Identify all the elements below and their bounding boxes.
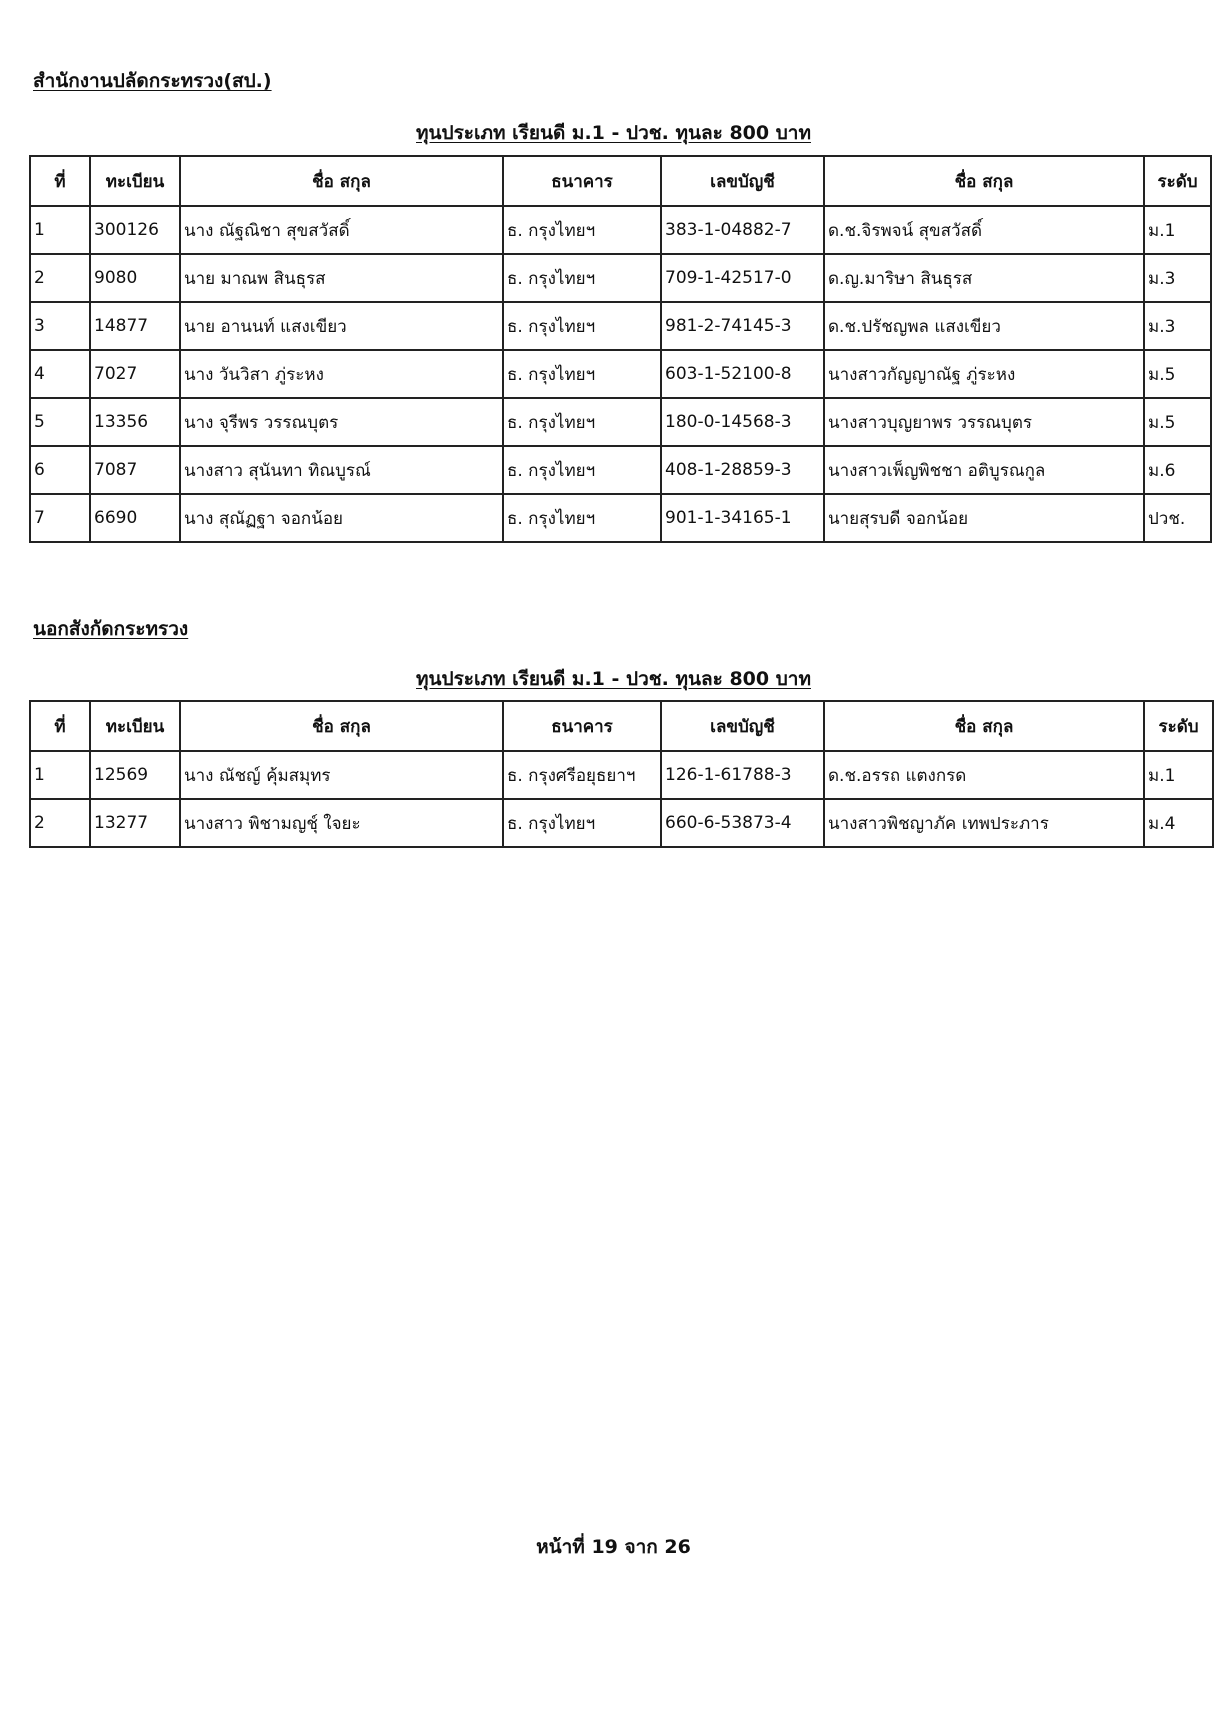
table-row <box>30 206 1211 254</box>
grant-table <box>29 700 1214 848</box>
cell-account-number: 408-1-28859-3 <box>661 446 824 494</box>
cell-registration: 12569 <box>90 751 180 799</box>
table-row <box>30 302 1211 350</box>
table-row <box>30 398 1211 446</box>
column-header-no: ที่ <box>30 701 90 751</box>
cell-applicant-name: นางสาว สุนันทา ทิณบูรณ์ <box>180 446 503 494</box>
cell-applicant-name: นาย อานนท์ แสงเขียว <box>180 302 503 350</box>
cell-applicant-name: นาง จุรีพร วรรณบุตร <box>180 398 503 446</box>
cell-bank: ธ. กรุงไทยฯ <box>503 494 661 542</box>
table-row <box>30 751 1213 799</box>
grant-table <box>29 155 1212 543</box>
cell-bank: ธ. กรุงไทยฯ <box>503 254 661 302</box>
cell-account-number: 660-6-53873-4 <box>661 799 824 847</box>
table-row <box>30 254 1211 302</box>
cell-no: 6 <box>30 446 90 494</box>
cell-level: ม.3 <box>1144 302 1211 350</box>
column-header-level: ระดับ <box>1144 156 1211 206</box>
column-header-level: ระดับ <box>1144 701 1213 751</box>
cell-no: 5 <box>30 398 90 446</box>
section-heading: สำนักงานปลัดกระทรวง(สป.) <box>33 70 272 92</box>
cell-account-number: 180-0-14568-3 <box>661 398 824 446</box>
cell-account-number: 383-1-04882-7 <box>661 206 824 254</box>
cell-account-number: 901-1-34165-1 <box>661 494 824 542</box>
cell-no: 3 <box>30 302 90 350</box>
cell-bank: ธ. กรุงไทยฯ <box>503 398 661 446</box>
column-header-account-number: เลขบัญชี <box>661 701 824 751</box>
column-header-bank: ธนาคาร <box>503 701 661 751</box>
cell-student-name: ด.ช.อรรถ แตงกรด <box>824 751 1144 799</box>
table-row <box>30 350 1211 398</box>
cell-no: 7 <box>30 494 90 542</box>
page-number: หน้าที่ 19 จาก 26 <box>536 1536 691 1558</box>
table-title: ทุนประเภท เรียนดี ม.1 - ปวช. ทุนละ 800 บาท <box>416 668 811 690</box>
cell-student-name: นางสาวพิชญาภัค เทพประภาร <box>824 799 1144 847</box>
cell-registration: 9080 <box>90 254 180 302</box>
cell-student-name: ด.ช.ปรัชญพล แสงเขียว <box>824 302 1144 350</box>
table-header-row <box>30 701 1213 751</box>
cell-registration: 14877 <box>90 302 180 350</box>
section-heading: นอกสังกัดกระทรวง <box>33 618 189 640</box>
cell-no: 2 <box>30 254 90 302</box>
column-header-registration: ทะเบียน <box>90 701 180 751</box>
cell-applicant-name: นาง วันวิสา ภู่ระหง <box>180 350 503 398</box>
cell-bank: ธ. กรุงไทยฯ <box>503 302 661 350</box>
table-row <box>30 494 1211 542</box>
cell-registration: 13356 <box>90 398 180 446</box>
cell-registration: 6690 <box>90 494 180 542</box>
cell-no: 2 <box>30 799 90 847</box>
cell-student-name: นางสาวกัญญาณัฐ ภู่ระหง <box>824 350 1144 398</box>
cell-bank: ธ. กรุงไทยฯ <box>503 446 661 494</box>
cell-level: ม.1 <box>1144 206 1211 254</box>
cell-student-name: ด.ญ.มาริษา สินธุรส <box>824 254 1144 302</box>
table-row <box>30 799 1213 847</box>
table-title: ทุนประเภท เรียนดี ม.1 - ปวช. ทุนละ 800 บาท <box>416 122 811 144</box>
column-header-student-name: ชื่อ สกุล <box>824 156 1144 206</box>
cell-registration: 7087 <box>90 446 180 494</box>
cell-applicant-name: นาย มาณพ สินธุรส <box>180 254 503 302</box>
table-header-row <box>30 156 1211 206</box>
cell-bank: ธ. กรุงไทยฯ <box>503 206 661 254</box>
cell-applicant-name: นาง ณัชญ์ คุ้มสมุทร <box>180 751 503 799</box>
cell-registration: 13277 <box>90 799 180 847</box>
cell-account-number: 709-1-42517-0 <box>661 254 824 302</box>
cell-student-name: นายสุรบดี จอกน้อย <box>824 494 1144 542</box>
column-header-applicant-name: ชื่อ สกุล <box>180 156 503 206</box>
cell-level: ปวช. <box>1144 494 1211 542</box>
cell-bank: ธ. กรุงไทยฯ <box>503 799 661 847</box>
cell-level: ม.6 <box>1144 446 1211 494</box>
cell-bank: ธ. กรุงศรีอยุธยาฯ <box>503 751 661 799</box>
column-header-no: ที่ <box>30 156 90 206</box>
table-row <box>30 446 1211 494</box>
cell-level: ม.5 <box>1144 398 1211 446</box>
cell-no: 1 <box>30 751 90 799</box>
column-header-bank: ธนาคาร <box>503 156 661 206</box>
cell-bank: ธ. กรุงไทยฯ <box>503 350 661 398</box>
cell-account-number: 603-1-52100-8 <box>661 350 824 398</box>
cell-registration: 300126 <box>90 206 180 254</box>
cell-registration: 7027 <box>90 350 180 398</box>
cell-applicant-name: นาง ณัฐณิชา สุขสวัสดิ์ <box>180 206 503 254</box>
cell-account-number: 126-1-61788-3 <box>661 751 824 799</box>
cell-student-name: นางสาวบุญยาพร วรรณบุตร <box>824 398 1144 446</box>
cell-student-name: นางสาวเพ็ญพิชชา อติบูรณกูล <box>824 446 1144 494</box>
cell-level: ม.1 <box>1144 751 1213 799</box>
column-header-registration: ทะเบียน <box>90 156 180 206</box>
cell-level: ม.3 <box>1144 254 1211 302</box>
cell-level: ม.5 <box>1144 350 1211 398</box>
cell-account-number: 981-2-74145-3 <box>661 302 824 350</box>
column-header-account-number: เลขบัญชี <box>661 156 824 206</box>
cell-level: ม.4 <box>1144 799 1213 847</box>
cell-student-name: ด.ช.จิรพจน์ สุขสวัสดิ์ <box>824 206 1144 254</box>
cell-no: 4 <box>30 350 90 398</box>
cell-no: 1 <box>30 206 90 254</box>
cell-applicant-name: นางสาว พิชามญชุ์ ใจยะ <box>180 799 503 847</box>
column-header-applicant-name: ชื่อ สกุล <box>180 701 503 751</box>
column-header-student-name: ชื่อ สกุล <box>824 701 1144 751</box>
cell-applicant-name: นาง สุณัฏฐา จอกน้อย <box>180 494 503 542</box>
